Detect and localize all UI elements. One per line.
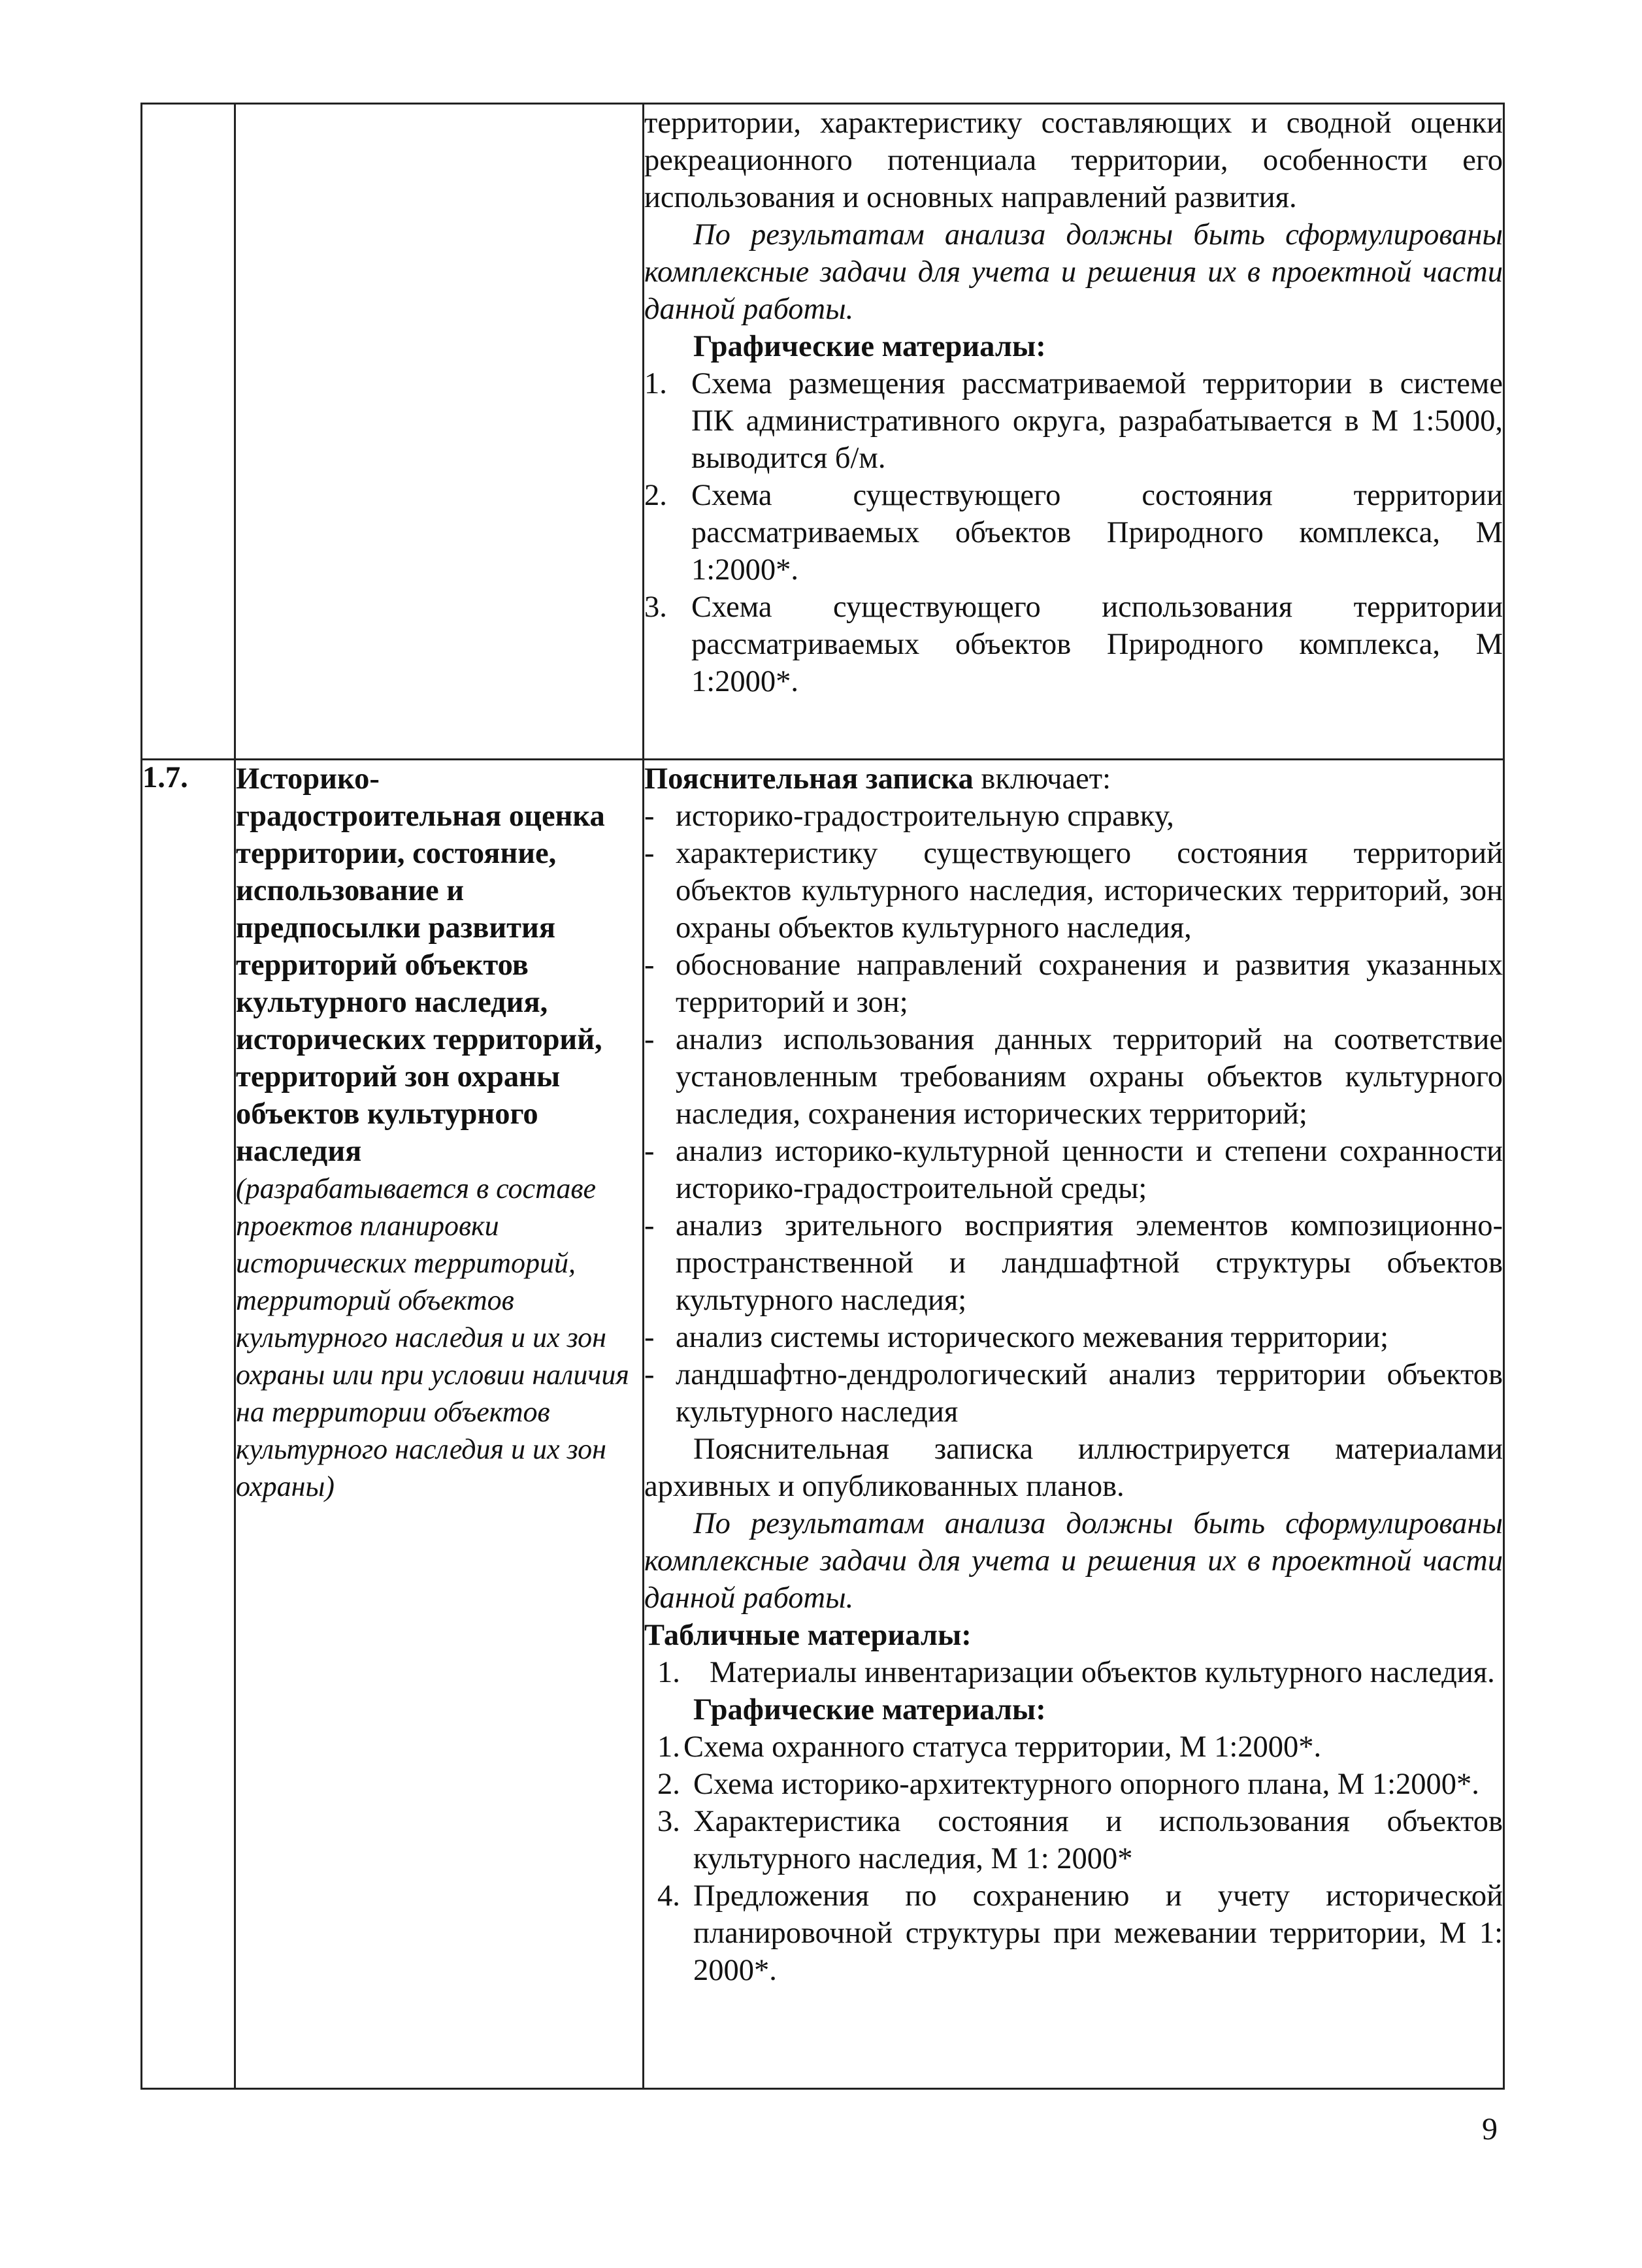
table-row: [142, 760, 1504, 2089]
list-item-dash: -: [644, 1321, 655, 1354]
graphic-materials-heading: Графические материалы:: [693, 330, 1046, 363]
list-item: [644, 1319, 1503, 1356]
list-item-dash: -: [644, 1135, 655, 1168]
list-item-text: анализ историко-культурной ценности и степени сохранности историко-градостроительной среды;: [676, 1135, 1503, 1205]
table-materials-list: [644, 1654, 1503, 1691]
row-content-cell: [644, 760, 1504, 2089]
row-number-cell: 1.7.: [142, 760, 235, 2089]
list-item-text: Схема существующего использования территории рассматриваемых объектов Природного комплекса, М 1:2000*.: [691, 591, 1503, 698]
list-item-text: Схема существующего состояния территории рассматриваемых объектов Природного комплекса, М 1:2000*.: [691, 479, 1503, 587]
list-item-number: 1.: [657, 1656, 680, 1689]
list-item: [657, 1803, 1503, 1877]
row-title-cell: [235, 760, 644, 2089]
list-item: [657, 1766, 1503, 1803]
row-content-cell: [644, 104, 1504, 760]
paragraph-conclusion: По результатам анализа должны быть сформулированы комплексные задачи для учета и решения их в проектной части данной работы.: [644, 218, 1503, 326]
list-item: [644, 798, 1503, 835]
section-title: Историко-градостроительная оценка территории, состояние, использование и предпосылки развития территорий объектов культурного наследия, исторических территорий, территорий зон охраны объектов культурного наследия: [236, 762, 605, 1168]
list-item: [644, 1207, 1503, 1319]
graphic-materials-list: [644, 1728, 1503, 1989]
list-item-text: историко-градостроительную справку,: [676, 800, 1174, 833]
note-heading: Пояснительная записка: [644, 762, 974, 796]
requirements-table: [140, 103, 1505, 2090]
list-item-number: 1.: [657, 1730, 680, 1764]
paragraph-illustration-note: Пояснительная записка иллюстрируется материалами архивных и опубликованных планов.: [644, 1433, 1503, 1503]
list-item: [644, 1021, 1503, 1133]
list-item-dash: -: [644, 1358, 655, 1391]
list-item-number: 3.: [657, 1805, 680, 1838]
graphic-materials-list: [644, 365, 1503, 700]
table-row: [142, 104, 1504, 760]
paragraph-intro: территории, характеристику составляющих и сводной оценки рекреационного потенциала территории, особенности его использования и основных направлений развития.: [644, 106, 1503, 214]
note-heading-suffix: включает:: [973, 762, 1111, 796]
page-number: 9: [1482, 2112, 1498, 2146]
list-item-text: Схема размещения рассматриваемой территории в системе ПК административного округа, разрабатывается в М 1:5000, выводится б/м.: [691, 367, 1503, 475]
list-item: [644, 835, 1503, 947]
paragraph-conclusion: По результатам анализа должны быть сформулированы комплексные задачи для учета и решения их в проектной части данной работы.: [644, 1507, 1503, 1615]
list-item-dash: -: [644, 800, 655, 833]
section-title-note: (разрабатывается в составе проектов планировки исторических территорий, территорий объектов культурного наследия и их зон охраны или при условии наличия на территории объектов культурного наследия и их зон охраны): [236, 1173, 629, 1502]
note-heading-line: [644, 760, 1503, 798]
list-item: [657, 1728, 1503, 1766]
list-item-text: Схема историко-архитектурного опорного плана, М 1:2000*.: [693, 1768, 1479, 1801]
row-title-cell: [235, 104, 644, 760]
graphic-materials-heading: Графические материалы:: [693, 1693, 1046, 1726]
list-item: [644, 477, 1503, 589]
note-items-list: [644, 798, 1503, 1431]
list-item: [644, 947, 1503, 1021]
list-item-number: 2.: [657, 1768, 680, 1801]
list-item-text: Характеристика состояния и использования объектов культурного наследия, М 1: 2000*: [693, 1805, 1503, 1875]
list-item-text: Предложения по сохранению и учету исторической планировочной структуры при межевании территории, М 1: 2000*.: [693, 1879, 1503, 1987]
list-item: [644, 1654, 1503, 1691]
row-number-cell: [142, 104, 235, 760]
list-item-text: Материалы инвентаризации объектов культурного наследия.: [710, 1656, 1495, 1689]
list-item-text: анализ системы исторического межевания территории;: [676, 1321, 1389, 1354]
list-item: [644, 1356, 1503, 1431]
list-item-text: обоснование направлений сохранения и развития указанных территорий и зон;: [676, 948, 1503, 1019]
list-item-number: 2.: [644, 479, 667, 512]
list-item: [644, 1133, 1503, 1207]
list-item-number: 3.: [644, 591, 667, 624]
list-item-dash: -: [644, 837, 655, 870]
table-materials-heading: Табличные материалы:: [644, 1619, 972, 1652]
list-item-dash: -: [644, 948, 655, 982]
list-item-number: 1.: [644, 367, 667, 400]
list-item-number: 4.: [657, 1879, 680, 1913]
list-item-text: анализ использования данных территорий на соответствие установленным требованиям охраны объектов культурного наследия, сохранения исторических территорий;: [676, 1023, 1503, 1131]
list-item-text: анализ зрительного восприятия элементов композиционно-пространственной и ландшафтной структуры объектов культурного наследия;: [676, 1209, 1503, 1317]
list-item: [644, 589, 1503, 700]
list-item-dash: -: [644, 1023, 655, 1056]
list-item-text: характеристику существующего состояния территорий объектов культурного наследия, исторических территорий, зон охраны объектов культурного наследия,: [676, 837, 1503, 945]
list-item-text: Схема охранного статуса территории, М 1:2000*.: [683, 1730, 1322, 1764]
list-item: [644, 365, 1503, 477]
list-item-dash: -: [644, 1209, 655, 1242]
list-item: [657, 1877, 1503, 1989]
list-item-text: ландшафтно-дендрологический анализ территории объектов культурного наследия: [676, 1358, 1503, 1429]
